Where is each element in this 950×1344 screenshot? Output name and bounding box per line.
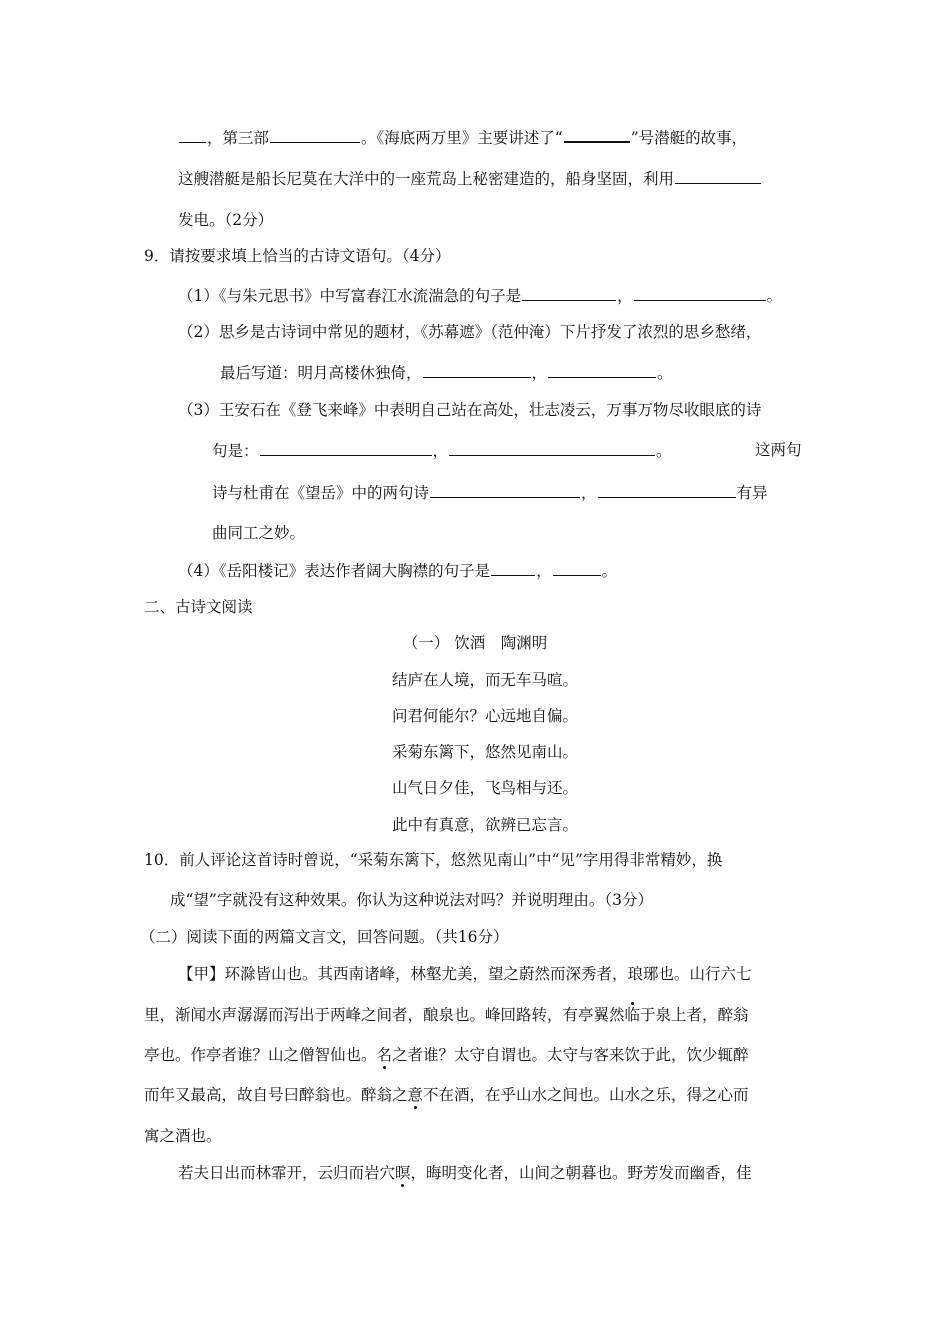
q9-item-3-text-2: 诗与杜甫在《望岳》中的两句诗 xyxy=(212,484,430,502)
comma: ， xyxy=(531,364,548,382)
answer-blank[interactable] xyxy=(260,440,432,456)
part-2-title: （二）阅读下面的两篇文言文，回答问题。（共16分） xyxy=(140,928,509,946)
q9-item-1-text: （1）《与朱元思书》中写富春江水流湍急的句子是 xyxy=(178,287,522,305)
answer-blank[interactable] xyxy=(449,440,655,456)
q8-text-c: ”号潜艇的故事， xyxy=(630,129,748,147)
passage-text: 而年又最高，故自号曰醉翁也。醉翁之 xyxy=(144,1086,408,1104)
comma: ， xyxy=(617,287,633,305)
section-2-title: 二、古诗文阅读 xyxy=(144,598,253,616)
q8-text-e: 发电。（2分） xyxy=(178,211,274,229)
passage-jia-line-4 xyxy=(144,1085,749,1105)
emphasized-character: 暝 xyxy=(395,1164,411,1182)
comma: ， xyxy=(536,562,552,580)
emphasized-character: 临 xyxy=(624,1006,641,1024)
passage-text: ，晦明变化者，山间之朝暮也。野芳发而幽香，佳 xyxy=(410,1164,752,1182)
answer-blank[interactable] xyxy=(522,285,616,301)
answer-blank[interactable] xyxy=(598,482,736,498)
q8-line-3 xyxy=(178,210,273,230)
answer-blank[interactable] xyxy=(423,362,531,378)
q9-item-2a: （2）思乡是古诗词中常见的题材，《苏幕遮》（范仲淹）下片抒发了浓烈的思乡愁绪， xyxy=(178,323,762,341)
comma: ， xyxy=(432,442,449,460)
q8-line-1 xyxy=(178,126,747,148)
q9-title: 9．请按要求填上恰当的古诗文语句。（4分） xyxy=(144,247,451,265)
answer-blank[interactable] xyxy=(548,362,656,378)
q8-text-d: 这艘潜艇是船长尼莫在大洋中的一座荒岛上秘密建造的，船身坚固，利用 xyxy=(178,170,675,188)
answer-blank[interactable] xyxy=(430,482,580,498)
q9-item-2-text: 最后写道：明月高楼休独倚， xyxy=(220,364,422,382)
q9-item-3c: 这两句 xyxy=(755,441,802,459)
poem-line-5: 此中有真意，欲辨已忘言。 xyxy=(392,816,579,834)
q8-text-b: 。《海底两万里》主要讲述了“ xyxy=(361,129,563,147)
poem-line-4: 山气日夕佳，飞鸟相与还。 xyxy=(392,779,579,797)
q8-line-2 xyxy=(178,168,762,189)
period: 。 xyxy=(656,442,672,460)
q9-item-3e: 曲同工之妙。 xyxy=(212,524,306,542)
period: 。 xyxy=(766,287,783,305)
passage-text: 亭也。作亭者谁？山之僧智仙也。 xyxy=(144,1046,377,1064)
passage-jia-line-2 xyxy=(144,1005,749,1025)
q9-item-1 xyxy=(178,285,782,306)
passage-text: 若夫日出而林霏开，云归而岩穴 xyxy=(178,1164,396,1182)
period: 。 xyxy=(657,364,673,382)
passage-jia-line-5: 寓之酒也。 xyxy=(144,1127,222,1145)
passage-text: 于泉上者，醉翁 xyxy=(640,1006,749,1024)
q9-item-4-text: （4）《岳阳楼记》表达作者阔大胸襟的句子是 xyxy=(178,562,491,580)
emphasized-character: 意 xyxy=(407,1086,424,1104)
answer-blank[interactable] xyxy=(675,168,761,184)
answer-blank[interactable] xyxy=(564,126,630,143)
comma: ， xyxy=(581,484,597,502)
q9-item-3-text-3: 有异 xyxy=(736,484,768,502)
passage-text: 不在酒，在乎山水之间也。山水之乐，得之心而 xyxy=(423,1086,749,1104)
poem-title: （一） 饮酒 陶渊明 xyxy=(402,634,548,652)
poem-line-3: 采菊东篱下，悠然见南山。 xyxy=(392,743,579,761)
passage-text: 之者谁？太守自谓也。太守与客来饮于此，饮少辄醉 xyxy=(392,1046,749,1064)
q9-item-2b xyxy=(220,362,673,383)
passage-jia-line-6 xyxy=(178,1163,752,1183)
poem-line-1: 结庐在人境，而无车马喧。 xyxy=(392,671,579,689)
passage-jia-line-3 xyxy=(144,1045,749,1065)
q10-line-1: 10．前人评论这首诗时曾说，“采菊东篱下，悠然见南山”中“见”字用得非常精妙，换 xyxy=(144,851,723,869)
q10-line-2: 成“望”字就没有这种效果。你认为这种说法对吗？并说明理由。（3分） xyxy=(170,891,653,909)
answer-blank[interactable] xyxy=(179,127,206,143)
answer-blank[interactable] xyxy=(270,127,360,143)
emphasized-character: 名 xyxy=(376,1046,393,1064)
passage-jia-line-1: 【甲】环滁皆山也。其西南诸峰，林壑尤美，望之蔚然而深秀者，琅琊也。山行六七 xyxy=(178,965,752,983)
answer-blank[interactable] xyxy=(634,285,766,301)
period: 。 xyxy=(601,562,618,580)
q9-item-3d xyxy=(212,482,768,503)
q9-item-3-text: 句是： xyxy=(212,442,259,460)
q9-item-4 xyxy=(178,560,617,581)
q8-text-a: ，第三部 xyxy=(207,129,270,147)
answer-blank[interactable] xyxy=(491,560,535,576)
passage-text: 里，渐闻水声潺潺而泻出于两峰之间者，酿泉也。峰回路转，有亭翼然 xyxy=(144,1006,625,1024)
poem-line-2: 问君何能尔？心远地自偏。 xyxy=(392,707,579,725)
answer-blank[interactable] xyxy=(553,560,601,576)
q9-item-3b xyxy=(212,440,672,461)
q9-item-3a: （3）王安石在《登飞来峰》中表明自己站在高处，壮志凌云，万事万物尽收眼底的诗 xyxy=(178,401,762,419)
